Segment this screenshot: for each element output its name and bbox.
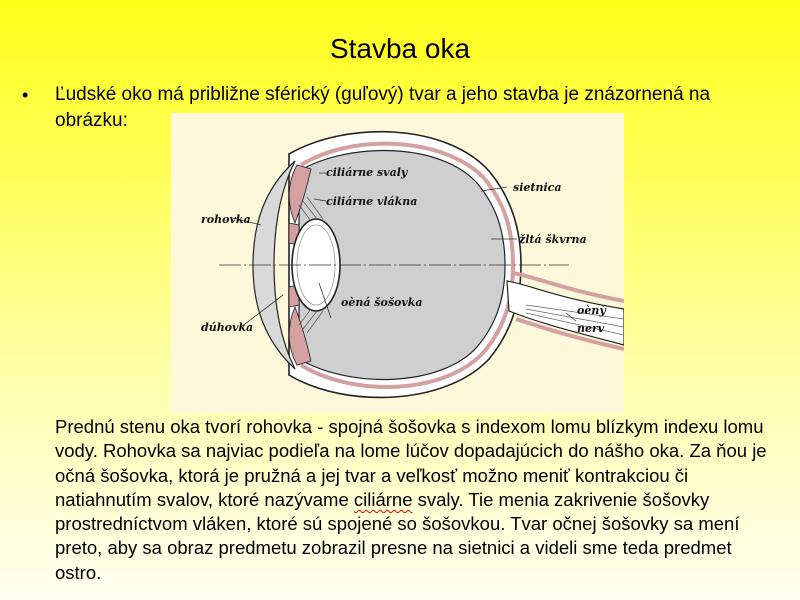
paragraph-text-end: svaly. Tie menia zakrivenie šošovky prostredníctvom vláken, ktoré sú spojené so šošovkou. Tvar očnej šošovky sa mení preto, aby sa obraz predmetu zobrazil presne na sietnici a videli sme teda predmet ostro.: [55, 488, 740, 583]
bullet-text: Ľudské oko má približne sférický (guľový) tvar a jeho stavba je znázornená na obrázku:: [55, 84, 711, 131]
label-ocna-sosovka: oèná šošovka: [341, 296, 423, 309]
spellcheck-underlined-word: ciliárne: [353, 488, 413, 510]
label-ocny: oèný: [577, 304, 606, 317]
body-paragraph: [55, 415, 775, 585]
label-ciliarne-svaly: ciliárne svaly: [326, 166, 408, 179]
bullet-marker: •: [22, 85, 29, 105]
slide-title: Stavba oka: [329, 33, 471, 64]
label-rohovka: rohovka: [201, 213, 251, 226]
label-duhovka: dúhovka: [201, 321, 254, 334]
eye-diagram-svg: [171, 113, 624, 413]
label-ciliarne-vlakna: ciliárne vlákna: [326, 195, 418, 208]
eye-diagram: [171, 113, 624, 413]
label-nerv: nerv: [577, 322, 605, 335]
label-sietnica: sietnica: [513, 181, 562, 194]
paragraph-text-start: Prednú stenu oka tvorí rohovka - spojná šošovka s indexom lomu blízkym indexu lomu vody. Rohovka sa najviac podieľa na lome lúčov dopadajúcich do nášho oka. Za ňou je očná šošovka, ktorá je pružná a jej tvar a veľkosť možno meniť kontrakciou či natiahnutím svalov, ktoré nazývame: [55, 416, 767, 510]
label-zlta-skvrna: žltá škvrna: [519, 233, 587, 246]
